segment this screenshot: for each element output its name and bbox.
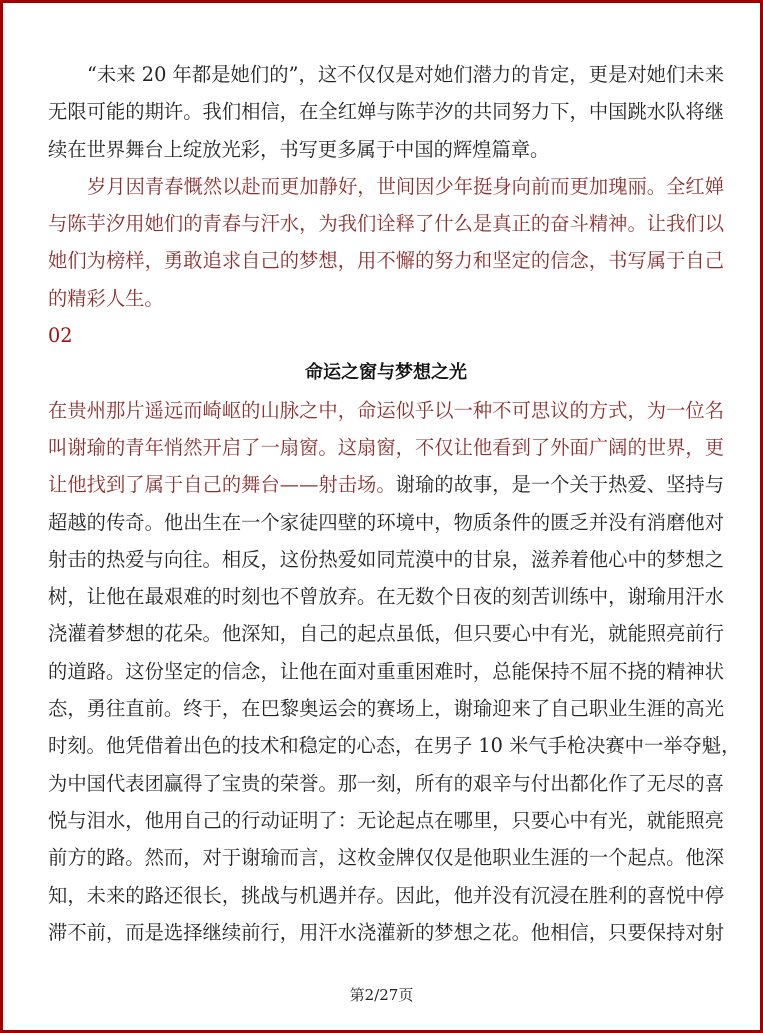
text-line: 的道路。这份坚定的信念，让他在面对重重困难时，总能保持不屈不挠的精神状: [48, 659, 724, 683]
text-line: 岁月因青春慨然以赴而更加静好，世间因少年挺身向前而更加瑰丽。全红婵: [87, 174, 724, 198]
text-line: 为中国代表团赢得了宝贵的荣誉。那一刻，所有的艰辛与付出都化作了无尽的喜: [48, 771, 724, 795]
paragraph-2: [48, 168, 724, 317]
text-line: 叫谢瑜的青年悄然开启了一扇窗。这扇窗，不仅让他看到了外面广阔的世界，更: [48, 435, 724, 459]
text-line: 悦与泪水，他用自己的行动证明了：无论起点在哪里，只要心中有光，就能照亮: [48, 808, 724, 832]
text-line: 前方的路。然而，对于谢瑜而言，这枚金牌仅仅是他职业生涯的一个起点。他深: [48, 846, 724, 870]
text-line: 时刻。他凭借着出色的技术和稳定的心态，在男子 10 米气手枪决赛中一举夺魁，: [48, 734, 741, 758]
text-line: 态，勇往直前。终于，在巴黎奥运会的赛场上，谢瑜迎来了自己职业生涯的高光: [48, 697, 724, 721]
page-number: 第2/27页: [349, 986, 414, 1004]
text-span: 谢瑜的故事，是一个关于热爱、坚持与: [395, 473, 725, 497]
paragraph-1: [48, 56, 724, 168]
section-number: 02: [48, 324, 73, 348]
text-line: 滞不前，而是选择继续前行，用汗水浇灌新的梦想之花。他相信，只要保持对射: [48, 920, 724, 944]
text-line: 无限可能的期许。我们相信，在全红婵与陈芋汐的共同努力下，中国跳水队将继: [48, 100, 724, 124]
section-title: 命运之窗与梦想之光: [305, 362, 467, 384]
text-line: 与陈芋汐用她们的青春与汗水，为我们诠释了什么是真正的奋斗精神。让我们以: [48, 212, 724, 236]
text-line: 射击的热爱与向往。相反，这份热爱如同荒漠中的甘泉，滋养着他心中的梦想之: [48, 547, 724, 571]
text-line: 她们为榜样，勇敢追求自己的梦想，用不懈的努力和坚定的信念，书写属于自己: [48, 249, 724, 273]
paragraph-3: [48, 392, 741, 951]
text-line-mixed: [48, 466, 724, 503]
text-line: “未来 20 年都是她们的”，这不仅仅是对她们潜力的肯定，更是对她们未来: [87, 63, 724, 86]
highlighted-text: 让他找到了属于自己的舞台——射击场。: [48, 473, 396, 497]
text-line: 在贵州那片遥远而崎岖的山脉之中，命运似乎以一种不可思议的方式，为一位名: [48, 398, 724, 422]
text-line: 浇灌着梦想的花朵。他深知，自己的起点虽低，但只要心中有光，就能照亮前行: [48, 622, 724, 646]
text-line: 知，未来的路还很长，挑战与机遇并存。因此，他并没有沉浸在胜利的喜悦中停: [48, 883, 724, 907]
text-line: 续在世界舞台上绽放光彩，书写更多属于中国的辉煌篇章。: [48, 137, 550, 161]
text-line: 超越的传奇。他出生在一个家徒四壁的环境中，物质条件的匮乏并没有消磨他对: [48, 510, 724, 534]
document-body: [48, 56, 741, 951]
text-line: 的精彩人生。: [48, 286, 164, 310]
text-line: 树，让他在最艰难的时刻也不曾放弃。在无数个日夜的刻苦训练中，谢瑜用汗水: [48, 585, 724, 609]
